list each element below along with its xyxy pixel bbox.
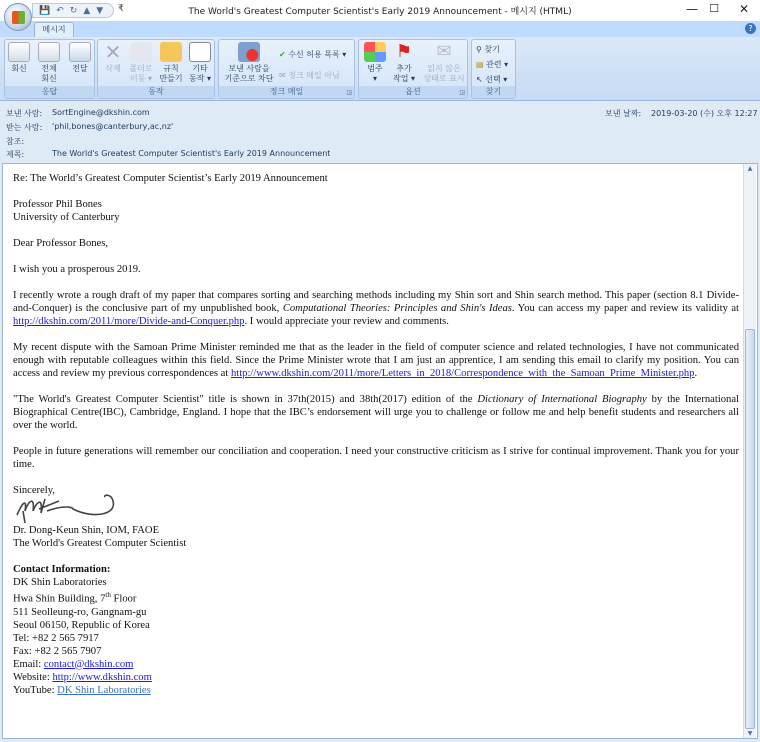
vertical-scrollbar[interactable]	[743, 164, 756, 738]
delete-label: 삭제	[105, 64, 121, 73]
contact-block	[13, 563, 739, 697]
group-label: 찾기	[472, 86, 515, 98]
previous-item-icon[interactable]: ▲	[83, 5, 91, 16]
reply-label: 회신	[11, 64, 27, 73]
undo-icon[interactable]: ↶	[56, 5, 64, 16]
not-junk-button[interactable]	[279, 70, 340, 81]
title-bar	[0, 0, 760, 21]
website-link[interactable]: http://www.dkshin.com	[52, 671, 152, 683]
find-label: 찾기	[484, 45, 500, 54]
from-value[interactable]: SortEngine@dkshin.com	[52, 108, 150, 117]
find-button[interactable]	[476, 44, 500, 55]
reply-all-label-2: 회신	[41, 74, 57, 83]
redo-icon[interactable]: ↻	[69, 5, 78, 16]
safe-list-icon: ✔	[279, 50, 286, 59]
recipient-org: University of Canterbury	[13, 212, 120, 223]
block-label-2: 기준으로 차단	[224, 74, 274, 83]
dialog-launcher-icon[interactable]: ◲	[346, 89, 352, 96]
group-junk	[218, 39, 355, 99]
flag-icon: ⚑	[395, 41, 413, 62]
city: Seoul 06150, Republic of Korea	[13, 619, 150, 631]
create-rule-button[interactable]	[156, 42, 186, 84]
reply-icon	[8, 42, 30, 62]
youtube-link[interactable]: DK Shin Laboratories	[57, 684, 151, 696]
paragraph-1: I wish you a prosperous 2019.	[13, 264, 141, 275]
block-sender-button[interactable]	[221, 42, 277, 84]
safe-list-button[interactable]	[279, 49, 346, 60]
forward-icon	[69, 42, 91, 62]
group-find	[471, 39, 516, 99]
greeting: Dear Professor Bones,	[13, 238, 109, 249]
scrollbar-thumb[interactable]	[745, 329, 755, 729]
next-item-icon[interactable]: ▼	[96, 5, 104, 16]
rules-label-2: 만들기	[159, 74, 183, 83]
text: by the International Biographical Centre(IBC), Cambridge, England. I hope that the IBC’s endorsement will urge you to challenge or follow me and help benefit students and researchers all over the world.	[13, 394, 740, 431]
text: . I would appreciate your review and comments.	[244, 316, 449, 327]
help-icon[interactable]: ?	[745, 23, 756, 34]
scroll-up-icon[interactable]: ▲	[747, 165, 753, 172]
maximize-button[interactable]: ☐	[709, 2, 719, 15]
categorize-button[interactable]	[361, 42, 389, 84]
delete-x-icon: ✕	[104, 40, 122, 64]
paragraph-2	[13, 289, 739, 328]
document-icon	[189, 42, 211, 62]
group-label: 동작	[98, 86, 214, 98]
reply-all-icon	[38, 42, 60, 62]
related-label: 관련 ▾	[486, 60, 509, 69]
message-body[interactable]	[2, 163, 758, 739]
rules-label: 규칙	[163, 64, 179, 73]
text: My recent dispute with the Samoan Prime Minister reminded me that as the leader in the field of computer science and related technologies, I have not communicated enough with reputable colleagues within this field. Since the Prime Minister wrote that I am just an apprentice, I am sending this email to clarify my position. You can access and review my previous correspondences at	[13, 342, 739, 379]
select-button[interactable]	[476, 74, 507, 85]
paragraph-5: People in future generations will remember our conciliation and cooperation. I need your constructive criticism as I strive for continual improvement. Thank you for your time.	[13, 446, 739, 470]
youtube-label: YouTube:	[13, 684, 58, 696]
delete-button[interactable]	[100, 42, 126, 74]
window-title: The World's Greatest Computer Scientist's Early 2019 Announcement - 메시지 (HTML)	[188, 7, 572, 17]
subject-label: 제목:	[6, 150, 25, 159]
recipient-name: Professor Phil Bones	[13, 199, 102, 210]
paragraph-3	[13, 341, 739, 380]
save-icon[interactable]: 💾	[39, 5, 51, 16]
unread-label: 읽지 않은	[427, 64, 461, 73]
forward-button[interactable]	[67, 42, 93, 74]
ribbon	[0, 37, 760, 101]
dictionary-title: Dictionary of International Biography	[477, 394, 647, 405]
office-logo-icon	[12, 11, 25, 24]
re-line: Re: The World’s Greatest Computer Scientist’s Early 2019 Announcement	[13, 173, 328, 184]
cc-label: 참조:	[6, 137, 25, 146]
other-label-2: 동작 ▾	[188, 74, 211, 83]
followup-label: 추가	[396, 64, 412, 73]
text: I recently wrote a rough draft of my paper that compares sorting and searching methods including my Shin sort and Shin search method. This paper (section 8.1 Divide-and-Conquer) is the conclusive part of my unpublished book,	[13, 290, 739, 314]
reply-button[interactable]	[7, 42, 31, 74]
close-button[interactable]: ✕	[738, 2, 750, 16]
not-junk-label: 정크 메일 아님	[288, 71, 340, 80]
subject-value: The World's Greatest Computer Scientist's Early 2019 Announcement	[52, 149, 331, 158]
floor-suffix: th	[105, 591, 111, 599]
follow-up-button[interactable]	[389, 42, 419, 84]
group-label: 옵션	[359, 86, 467, 98]
to-label: 받는 사람:	[6, 123, 43, 132]
reply-all-button[interactable]	[35, 42, 63, 84]
move-label-2: 이동 ▾	[129, 74, 152, 83]
paragraph-4	[13, 393, 739, 432]
correspondence-link[interactable]: http://www.dkshin.com/2011/more/Letters_in_2018/Correspondence_with_the_Samoan_Prime_Minister.php	[230, 368, 695, 379]
book-title: Computational Theories: Principles and Shin's Ideas	[282, 303, 512, 314]
closing: Sincerely,	[13, 485, 55, 496]
contact-heading: Contact Information:	[13, 564, 111, 575]
group-label: 응답	[5, 86, 94, 98]
sender-name: Dr. Dong-Keun Shin, IOM, FAOE	[13, 525, 160, 536]
safe-list-label: 수신 허용 목록 ▾	[288, 50, 347, 59]
folder-rule-icon	[160, 42, 182, 62]
paper-link[interactable]: http://dkshin.com/2011/more/Divide-and-Conquer.php	[13, 316, 245, 327]
categorize-icon	[364, 42, 386, 62]
sent-label: 보낸 날짜:	[605, 109, 642, 118]
group-options	[358, 39, 468, 99]
envelope-icon: ✉	[279, 71, 286, 80]
group-actions	[97, 39, 215, 99]
sender-title: The World's Greatest Computer Scientist	[13, 538, 187, 549]
categorize-label: 범주	[367, 64, 383, 73]
building: Hwa Shin Building, 7	[13, 593, 106, 605]
binoculars-icon: ⚲	[476, 45, 482, 54]
to-value[interactable]: 'phil,bones@canterbury,ac,nz'	[52, 122, 174, 131]
from-label: 보낸 사람:	[6, 109, 43, 118]
group-respond	[4, 39, 95, 99]
website-label: Website:	[13, 671, 53, 683]
select-label: 선택 ▾	[485, 75, 508, 84]
office-button[interactable]	[4, 3, 32, 31]
other-label: 기타	[192, 64, 208, 73]
block-label: 보낸 사람을	[228, 64, 270, 73]
street: 511 Seolleung-ro, Gangnam-gu	[13, 606, 147, 618]
related-button[interactable]	[476, 59, 508, 70]
email-label: Email:	[13, 658, 44, 670]
move-to-folder-button[interactable]	[126, 42, 156, 84]
scroll-down-icon[interactable]: ▼	[747, 730, 753, 737]
ribbon-tabs	[0, 21, 760, 37]
move-label: 폴더로	[129, 64, 153, 73]
recipient-address	[13, 198, 739, 224]
telephone: Tel: +82 2 565 7917	[13, 632, 99, 644]
quick-access-toolbar	[32, 3, 114, 18]
text: . You can access my paper and review its validity at	[511, 303, 739, 314]
move-icon	[130, 42, 152, 62]
dialog-launcher-icon[interactable]: ◲	[459, 89, 465, 96]
other-actions-button[interactable]	[186, 42, 214, 84]
followup-label-2: 작업 ▾	[392, 74, 415, 83]
text: .	[694, 368, 698, 379]
cursor-icon: ↖	[476, 75, 483, 84]
reply-all-label: 전체	[41, 64, 57, 73]
org: DK Shin Laboratories	[13, 577, 107, 588]
email-link[interactable]: contact@dkshin.com	[43, 658, 134, 670]
customize-qat-button[interactable]: ₹	[118, 4, 124, 14]
mark-unread-button[interactable]	[421, 42, 467, 84]
sent-value: 2019-03-20 (수) 오후 12:27	[651, 109, 758, 118]
floor: Floor	[110, 593, 137, 605]
message-content	[13, 172, 739, 697]
fax: Fax: +82 2 565 7907	[13, 645, 102, 657]
envelope-icon: ✉	[436, 41, 452, 62]
unread-label-2: 상태로 표시	[423, 74, 465, 83]
group-label: 정크 메일	[219, 86, 354, 98]
forward-label: 전달	[72, 64, 88, 73]
related-icon: ▤	[476, 60, 484, 69]
text: "The World's Greatest Computer Scientist" title is shown in 37th(2015) and 38th(2017) edition of the	[13, 394, 478, 405]
categorize-label-2: ▾	[372, 74, 377, 83]
tab-message[interactable]: 메시지	[34, 22, 74, 38]
block-sender-icon	[238, 42, 260, 62]
minimize-button[interactable]: —	[686, 2, 698, 16]
